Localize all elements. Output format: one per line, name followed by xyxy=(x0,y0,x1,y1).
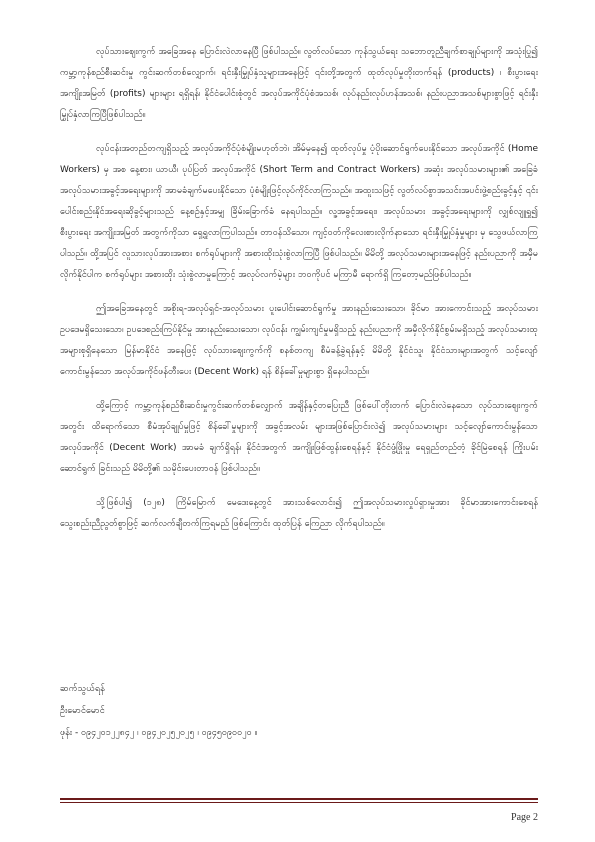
contact-block xyxy=(60,678,538,744)
body-paragraph-2: လုပ်ငန်းအတည်တကျရှိသည့် အလုပ်အကိုင်ပုံစံမျိုးမဟုတ်ဘဲ၊ အိမ်မှနေ၍ ထုတ်လုပ်မှု ပံ့ပိုးဆောင်ရွက်ပေးနိုင်သော အလုပ်အကိုင် (Home Workers) မှ အစ နေ့စား၊ ယာယီ၊ ပုပ်ပြတ် အလုပ်အကိုင် (Short Term and Contract Workers) အဆုံး အလုပ်သမားများ၏ အခြေခံ အလုပ်သမားအခွင့်အရေးများကို အာမခံချက်မပေးနိုင်သော ပုံစံမျိုးဖြင့်လုပ်ကိုင်လာကြသည်။ အထူးသဖြင့် လွတ်လပ်စွာအသင်းအပင်းဖွဲ့စည်းခွင့်နှင့် ၎င်းပေါင်းစည်းနိုင်အရေးဆိုခွင့်များသည် နေ့စဉ်နှင့်အမျှ ခြိမ်းခြောက်ခံ နေရပါသည်။ လူ့အခွင့်အရေး၊ အလုပ်သမား အခွင့်အရေးများကို လျှစ်လျူရှု၍ စီးပွားရေး အကျိုးအမြတ် အတွက်ကိုသာ ရှေ့ရှုလာကြပါသည်။ တာဝန်သိသော၊ ကျင့်ဝတ်ကိုလေးစားလိုက်နာသော ရင်းနှီးမြှုပ်နှံမှုများ မှ သွေဖယ်လာကြပါသည်။ ထို့အပြင် လူသားလုပ်အားအစား စက်ရုပ်များကို အစားထိုးသုံးစွဲလာကြပြီ ဖြစ်ပါသည်။ မိမိတို့ အလုပ်သမားများအနေဖြင့် နည်းပညာကို အမှီမလိုက်နိုင်ပါက စက်ရုပ်များ အစားထိုး သုံးစွဲလာမှုကြောင့် အလုပ်လက်မဲ့များ ဘဝကိုပင် မကြာမီ ရောက်ရှိ ကြတော့မည်ဖြစ်ပါသည်။ xyxy=(60,144,538,280)
body-paragraph-3: ဤအခြေအနေတွင် အစိုးရ-အလုပ်ရှင်-အလုပ်သမား ပူးပေါင်းဆောင်ရွက်မှု အားနည်းသေးသော၊ ခိုင်မာ အားကောင်းသည့် အလုပ်သမားဥပဒေမရှိသေးသော၊ ဥပဒေစည်းကြပ်နိုင်မှု အားနည်းသေးသော၊ လုပ်ငန်း ကျွမ်းကျင်မှုမရှိသည့် နည်းပညာကို အမှီလိုက်နိုင်စွမ်းမရှိသည့် အလုပ်သမားထု အများစုရှိနေသော မြန်မာနိုင်ငံ အနေဖြင့် လုပ်သားဈေးကွက်ကို စနစ်တကျ စီမံခန့်ခွဲရန်နှင့် မိမိတို့ နိုင်ငံသူ၊ နိုင်ငံသားများအတွက် သင့်လျော် ကောင်းမွန်သော အလုပ်အကိုင်ဖန်တီးပေး (Decent Work) ရန် စိန်ခေါ်မှုများစွာ ရှိနေပါသည်။ xyxy=(60,304,538,377)
body-paragraph-5: သို့ဖြစ်ပါ၍ (၁၂၈) ကြိမ်မြောက် မေဒေးနေ့တွင် အားသစ်လောင်း၍ ဤအလုပ်သမားလှုပ်ရှားမှုအား ခိုင်မာအားကောင်းစေရန် သွေးစည်းညီညွတ်စွာဖြင့် ဆက်လက်ချီတက်ကြရမည် ဖြစ်ကြောင်း ထုတ်ပြန် ကြေညာ လိုက်ရပါသည်။ xyxy=(60,498,538,529)
body-paragraph-1: လုပ်သားဈေးကွက် အခြေအနေ ပြောင်းလဲလာနေပြီ ဖြစ်ပါသည်။ လွတ်လပ်သော ကုန်သွယ်ရေး သဘောတူညီချက်စာချုပ်များကို အသုံးပြု၍ ကမ္ဘာ့ကုန်စည်စီးဆင်းမှု ကွင်းဆက်တစ်လျှောက်၊ ရင်းနှီးမြှုပ်နှံသူများအနေဖြင့် ၎င်းတို့အတွက် ထုတ်လုပ်မှုတိုးတက်ရန် (products) ၊ စီးပွားရေးအကျိုးအမြတ် (profits) များများ ရရှိရန်၊ နိုင်ငံပေါင်းစုံတွင် အလုပ်အကိုင်ပုံစံအသစ်၊ လုပ်နည်းလုပ်ဟန်အသစ်၊ နည်းပညာအသစ်များစွာဖြင့် ရင်းနှီးမြှုပ်နှံလာကြပြီဖြစ်ပါသည်။ xyxy=(60,47,538,120)
contact-name: ဦးမောင်မောင် xyxy=(60,706,105,716)
contact-label: ဆက်သွယ်ရန် xyxy=(60,684,105,694)
page-number: Page 2 xyxy=(511,812,538,823)
footer-rule-thin xyxy=(60,802,538,803)
body-paragraph-4: ထို့ကြောင့် ကမ္ဘာ့ကုန်စည်စီးဆင်းမှုကွင်းဆက်တစ်လျှောက် အချိန်နှင့်တပြေးညီ ဖြစ်ပေါ်တိုးတက် ပြောင်းလဲနေသော လုပ်သားဈေးကွက်အတွင်း ထိရောက်သော စီမံအုပ်ချုပ်မှုဖြင့် စိန်ခေါ်မှုများကို အခွင့်အလမ်း များအဖြစ်ပြောင်းလဲ၍ အလုပ်သမားများ သင့်လျော်ကောင်းမွန်သော အလုပ်အကိုင် (Decent Work) အာမခံ ချက်ရှိရန်၊ နိုင်ငံအတွက် အကျိုးဖြစ်ထွန်းစေရန်နှင့် နိုင်ငံဖွံ့ဖြိုးမှု ရေရှည်တည်တံ့ ခိုင်မြဲစေရန် ကြိုးပမ်းဆောင်ရွက် ခြင်းသည် မိမိတို့၏ သမိုင်းပေးတာဝန် ဖြစ်ပါသည်။ xyxy=(60,401,538,474)
document-body xyxy=(60,42,538,548)
footer-rule-thick xyxy=(60,798,538,800)
contact-phone: ဖုန်း - ၀၉၄၂၀၁၂၂၈၄၂ ၊ ၀၉၄၂၀၂၅၂၀၂၅ ၊ ၀၉၄၅၀၉၀၀၂၀ ။ xyxy=(60,728,258,738)
